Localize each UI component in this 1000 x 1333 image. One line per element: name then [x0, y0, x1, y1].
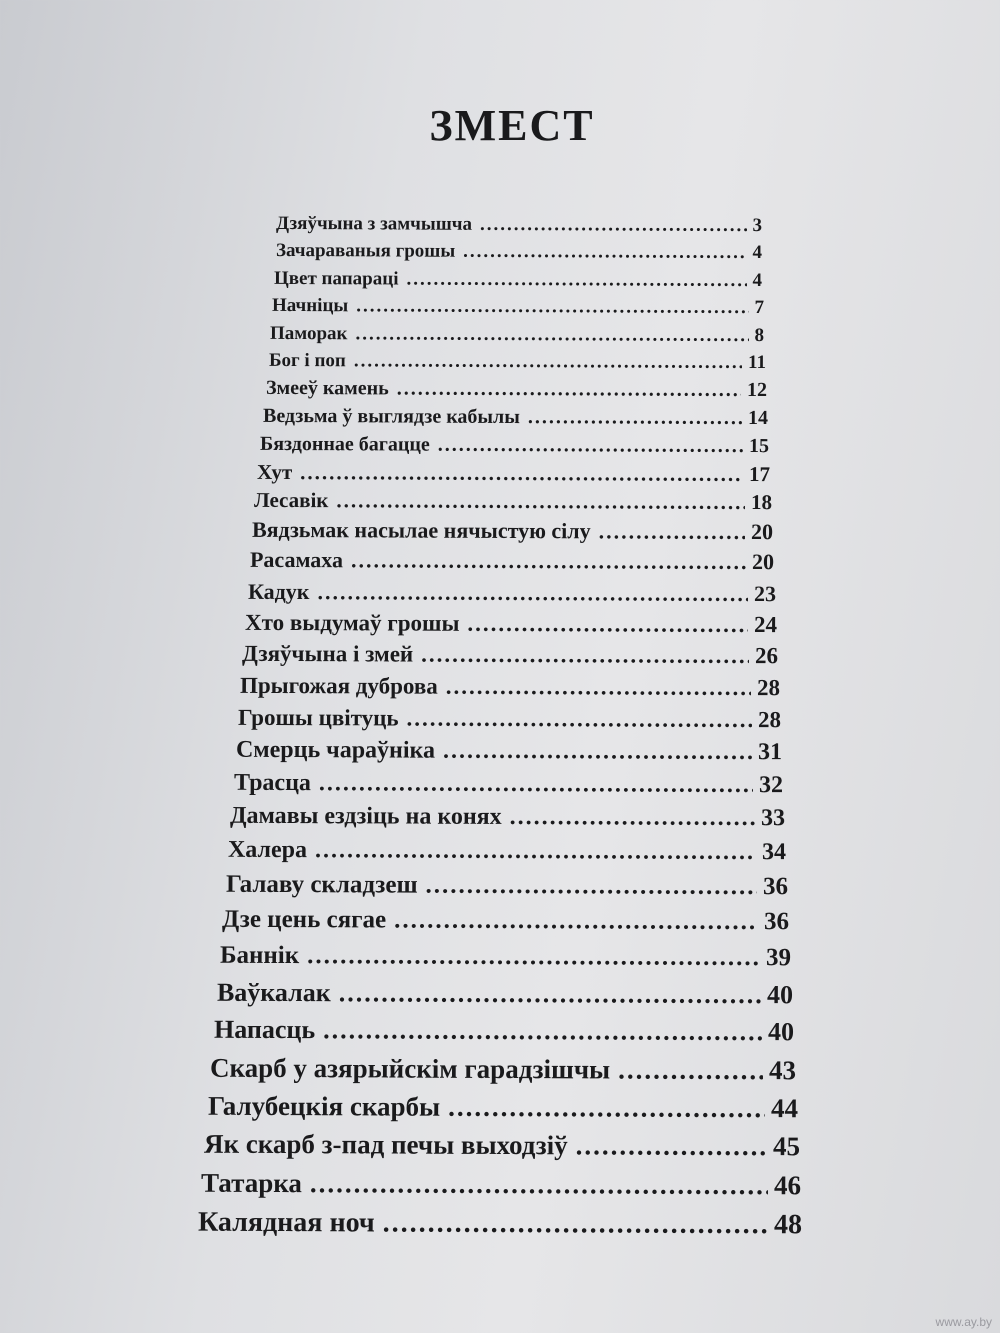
dot-leader — [618, 1055, 763, 1087]
toc-entry — [276, 240, 762, 264]
dot-leader — [480, 214, 747, 237]
toc-entry-page-number: 3 — [752, 215, 763, 237]
toc-entry — [236, 737, 782, 766]
toc-entry-page-number: 34 — [761, 839, 787, 866]
toc-entry — [245, 610, 777, 638]
dot-leader — [397, 377, 741, 402]
dot-leader — [310, 1168, 768, 1201]
page-title: ЗМЕСТ — [429, 101, 595, 150]
toc-entry — [240, 673, 780, 701]
dot-leader — [446, 674, 751, 701]
toc-entry-page-number: 7 — [754, 297, 765, 319]
dot-leader — [407, 706, 753, 734]
toc-entry — [274, 268, 762, 292]
toc-entry-page-number: 15 — [748, 435, 770, 458]
toc-entry-page-number: 17 — [748, 462, 771, 487]
toc-entry-page-number: 40 — [766, 980, 794, 1010]
toc-entry-page-number: 26 — [754, 643, 779, 669]
toc-entry-page-number: 43 — [768, 1055, 797, 1086]
toc-entry-title: Лесавік — [253, 487, 329, 513]
toc-entry — [260, 433, 769, 458]
toc-entry-title: Прыгожая дуброва — [239, 672, 438, 699]
toc-entry — [242, 641, 778, 669]
toc-entry-page-number: 4 — [752, 242, 763, 264]
toc-entry-title: Змееў камень — [265, 376, 389, 400]
dot-leader — [317, 579, 748, 607]
toc-entry — [230, 803, 785, 832]
dot-leader — [448, 1092, 765, 1124]
toc-entry-title: Начніцы — [271, 294, 349, 317]
toc-entry-title: Расамаха — [249, 546, 344, 573]
toc-entry — [210, 1053, 796, 1087]
toc-entry-title: Трасца — [233, 769, 311, 797]
toc-entry-title: Бог і поп — [268, 349, 346, 372]
toc-entry — [254, 488, 772, 515]
toc-entry — [214, 1015, 794, 1048]
toc-entry-page-number: 23 — [753, 581, 777, 607]
toc-entry-title: Дзе цень сягае — [221, 905, 387, 934]
toc-entry-title: Дзяўчына з замчышча — [275, 212, 473, 235]
toc-entry-title: Цвет папараці — [273, 267, 399, 290]
dot-leader — [576, 1130, 767, 1162]
toc-entry-title: Калядная ноч — [197, 1206, 375, 1239]
toc-entry — [266, 377, 767, 402]
toc-entry-title: Хут — [256, 459, 293, 485]
toc-entry-page-number: 31 — [757, 739, 783, 766]
toc-entry-page-number: 46 — [773, 1170, 802, 1201]
toc-entry-page-number: 48 — [773, 1209, 803, 1241]
dot-leader — [421, 642, 749, 669]
dot-leader — [383, 1207, 768, 1241]
dot-leader — [354, 350, 742, 374]
dot-leader — [510, 804, 755, 832]
toc-entry-title: Вядзьмак насылае нячыстую сілу — [251, 516, 591, 544]
toc-entry — [270, 323, 764, 347]
toc-entry-title: Напасць — [213, 1014, 316, 1045]
dot-leader — [323, 1015, 762, 1047]
watermark: www.ay.by — [935, 1315, 992, 1329]
dot-leader — [356, 295, 748, 319]
toc-entry-page-number: 14 — [747, 407, 769, 430]
toc-entry-page-number: 24 — [753, 612, 778, 638]
toc-entry — [272, 295, 764, 319]
toc-entry-page-number: 33 — [760, 805, 786, 832]
toc-entry — [252, 517, 773, 545]
toc-entry — [234, 770, 783, 799]
dot-leader — [339, 978, 761, 1010]
toc-entry — [276, 213, 762, 237]
dot-leader — [599, 518, 745, 545]
toc-entry-page-number: 4 — [752, 270, 763, 292]
toc-entry — [201, 1168, 801, 1202]
toc-entry-page-number: 44 — [770, 1093, 799, 1124]
toc-entry-title: Татарка — [200, 1167, 302, 1199]
dot-leader — [300, 460, 743, 487]
dot-leader — [351, 547, 746, 575]
toc-entry-title: Ваўкалак — [216, 977, 331, 1008]
dot-leader — [319, 770, 753, 799]
toc-entry-title: Зачараваныя грошы — [275, 239, 456, 262]
toc-entry — [250, 547, 774, 575]
toc-entry — [269, 350, 766, 374]
toc-entry — [228, 837, 786, 866]
toc-entry-page-number: 20 — [750, 519, 774, 545]
dot-leader — [438, 434, 743, 458]
toc-entry — [248, 579, 776, 607]
dot-leader — [528, 406, 742, 430]
dot-leader — [394, 907, 758, 937]
dot-leader — [463, 241, 746, 264]
toc-entry-title: Галаву складзеш — [225, 870, 418, 899]
toc-entry — [238, 705, 781, 733]
toc-entry-title: Смерць чараўніка — [235, 736, 436, 764]
toc-entry-title: Хто выдумаў грошы — [244, 609, 460, 636]
toc-entry — [198, 1207, 802, 1242]
toc-entry — [220, 942, 791, 972]
toc-entry-title: Кадук — [247, 578, 310, 605]
toc-entry-title: Дзяўчына і змей — [241, 640, 414, 667]
toc-entry-page-number: 36 — [763, 908, 790, 936]
dot-leader — [315, 837, 756, 866]
toc-entry-page-number: 39 — [765, 944, 792, 972]
toc-entry — [217, 978, 793, 1011]
toc-entry-page-number: 11 — [748, 352, 767, 374]
toc-entry — [257, 460, 770, 487]
toc-entry-page-number: 28 — [756, 675, 781, 701]
toc-entry — [204, 1129, 800, 1163]
toc-entry-page-number: 40 — [767, 1017, 795, 1047]
toc-entry-title: Як скарб з-пад печы выходзіў — [203, 1128, 568, 1161]
toc-entry-page-number: 18 — [750, 490, 773, 515]
toc-entry-title: Дамавы ездзіць на конях — [229, 802, 502, 830]
dot-leader — [307, 942, 760, 972]
dot-leader — [467, 611, 748, 638]
toc-entry-page-number: 8 — [754, 325, 765, 347]
toc-entry — [263, 405, 768, 430]
dot-leader — [443, 738, 752, 766]
toc-entry-title: Бяздоннае багацце — [259, 432, 430, 456]
toc-entry-title: Ведзьма ў выглядзе кабылы — [262, 404, 520, 429]
toc-entry-title: Паморак — [269, 322, 348, 345]
toc-entry-page-number: 32 — [758, 772, 784, 799]
toc-entry-page-number: 20 — [751, 549, 775, 575]
toc-entry-title: Галубецкія скарбы — [207, 1090, 441, 1122]
toc-entry — [208, 1091, 798, 1125]
dot-leader — [336, 488, 745, 515]
toc-entry — [226, 871, 788, 901]
toc-entry-title: Халера — [227, 836, 308, 864]
toc-entry — [222, 906, 789, 936]
toc-entry-page-number: 28 — [757, 707, 782, 733]
toc-entry-page-number: 12 — [746, 379, 768, 402]
toc-entry-page-number: 36 — [762, 873, 789, 901]
toc-entry-title: Баннік — [219, 941, 300, 970]
dot-leader — [426, 872, 758, 901]
dot-leader — [355, 323, 748, 347]
toc-entry-title: Грошы цвітуць — [237, 704, 399, 731]
toc-entry-page-number: 45 — [772, 1131, 801, 1162]
toc-entry-title: Скарб у азярыйскім гарадзішчы — [209, 1052, 611, 1085]
dot-leader — [406, 269, 746, 292]
